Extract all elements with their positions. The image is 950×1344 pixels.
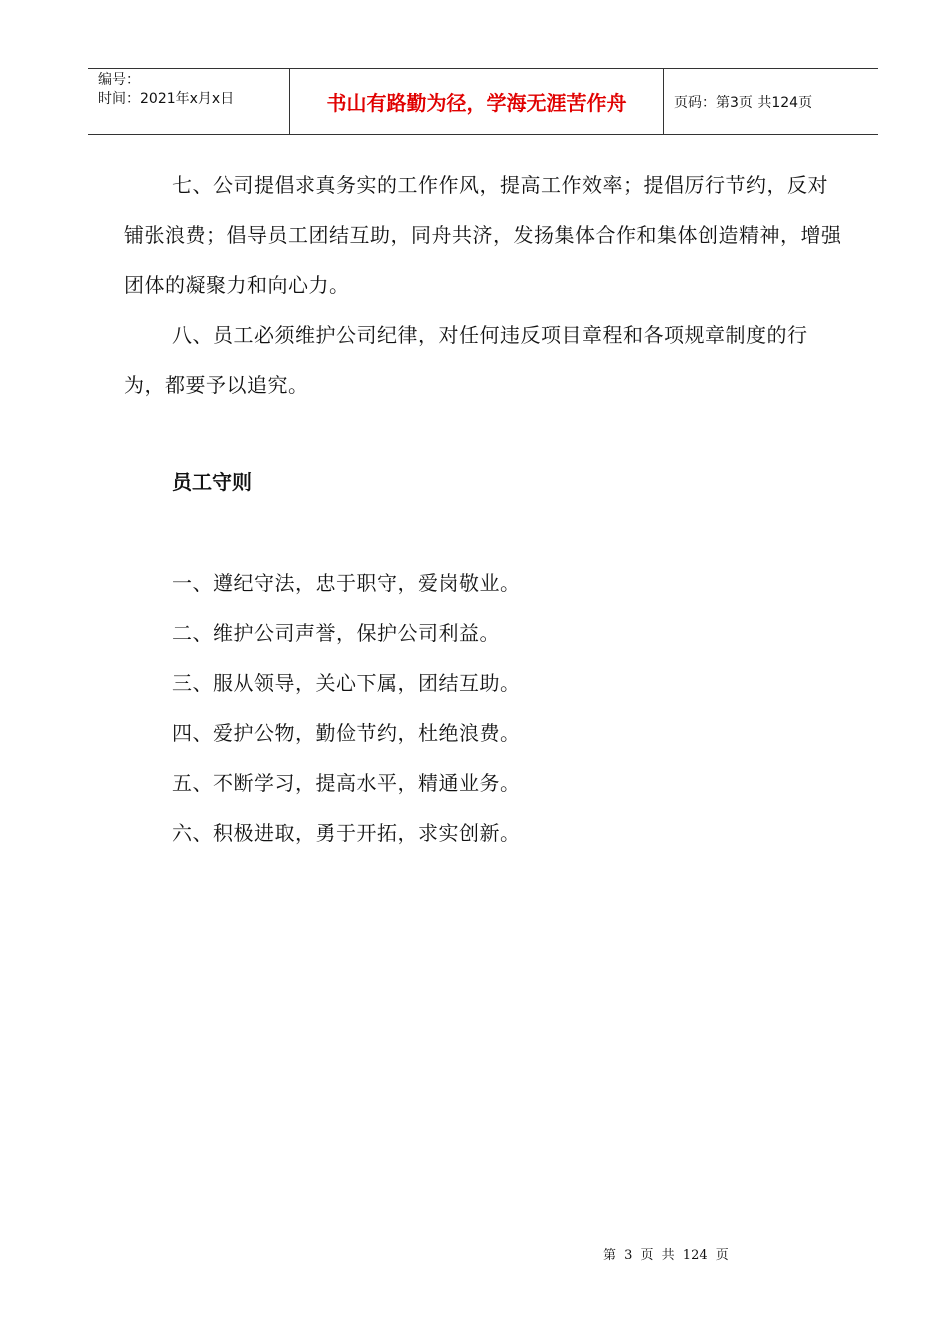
list-item: 二、维护公司声誉，保护公司利益。 [172, 621, 500, 645]
paragraph-8: 八、员工必须维护公司纪律，对任何违反项目章程和各项规章制度的行为，都要予以追究。 [124, 323, 808, 397]
list-item: 五、不断学习，提高水平，精通业务。 [172, 771, 521, 795]
list-item: 三、服从领导，关心下属，团结互助。 [172, 671, 521, 695]
body-paragraphs [124, 160, 846, 410]
list-item: 四、爱护公物，勤俭节约，杜绝浪费。 [172, 721, 521, 745]
header-time-label: 时间：2021年x月x日 [98, 91, 235, 107]
list-item: 一、遵纪守法，忠于职守，爱岗敬业。 [172, 571, 521, 595]
rules-list [172, 558, 521, 858]
list-item: 六、积极进取，勇于开拓，求实创新。 [172, 821, 521, 845]
paragraph-7: 七、公司提倡求真务实的工作作风，提高工作效率；提倡厉行节约，反对铺张浪费；倡导员工团结互助，同舟共济，发扬集体合作和集体创造精神，增强团体的凝聚力和向心力。 [124, 173, 842, 297]
header-motto: 书山有路勤为径，学海无涯苦作舟 [290, 69, 664, 134]
page-footer: 第 3 页 共 124 页 [603, 1248, 729, 1263]
page-header [88, 68, 878, 135]
section-title: 员工守则 [172, 470, 252, 494]
header-number-label: 编号： [98, 72, 140, 88]
header-meta [88, 69, 290, 134]
header-page-info: 页码：第3页 共124页 [674, 94, 813, 111]
